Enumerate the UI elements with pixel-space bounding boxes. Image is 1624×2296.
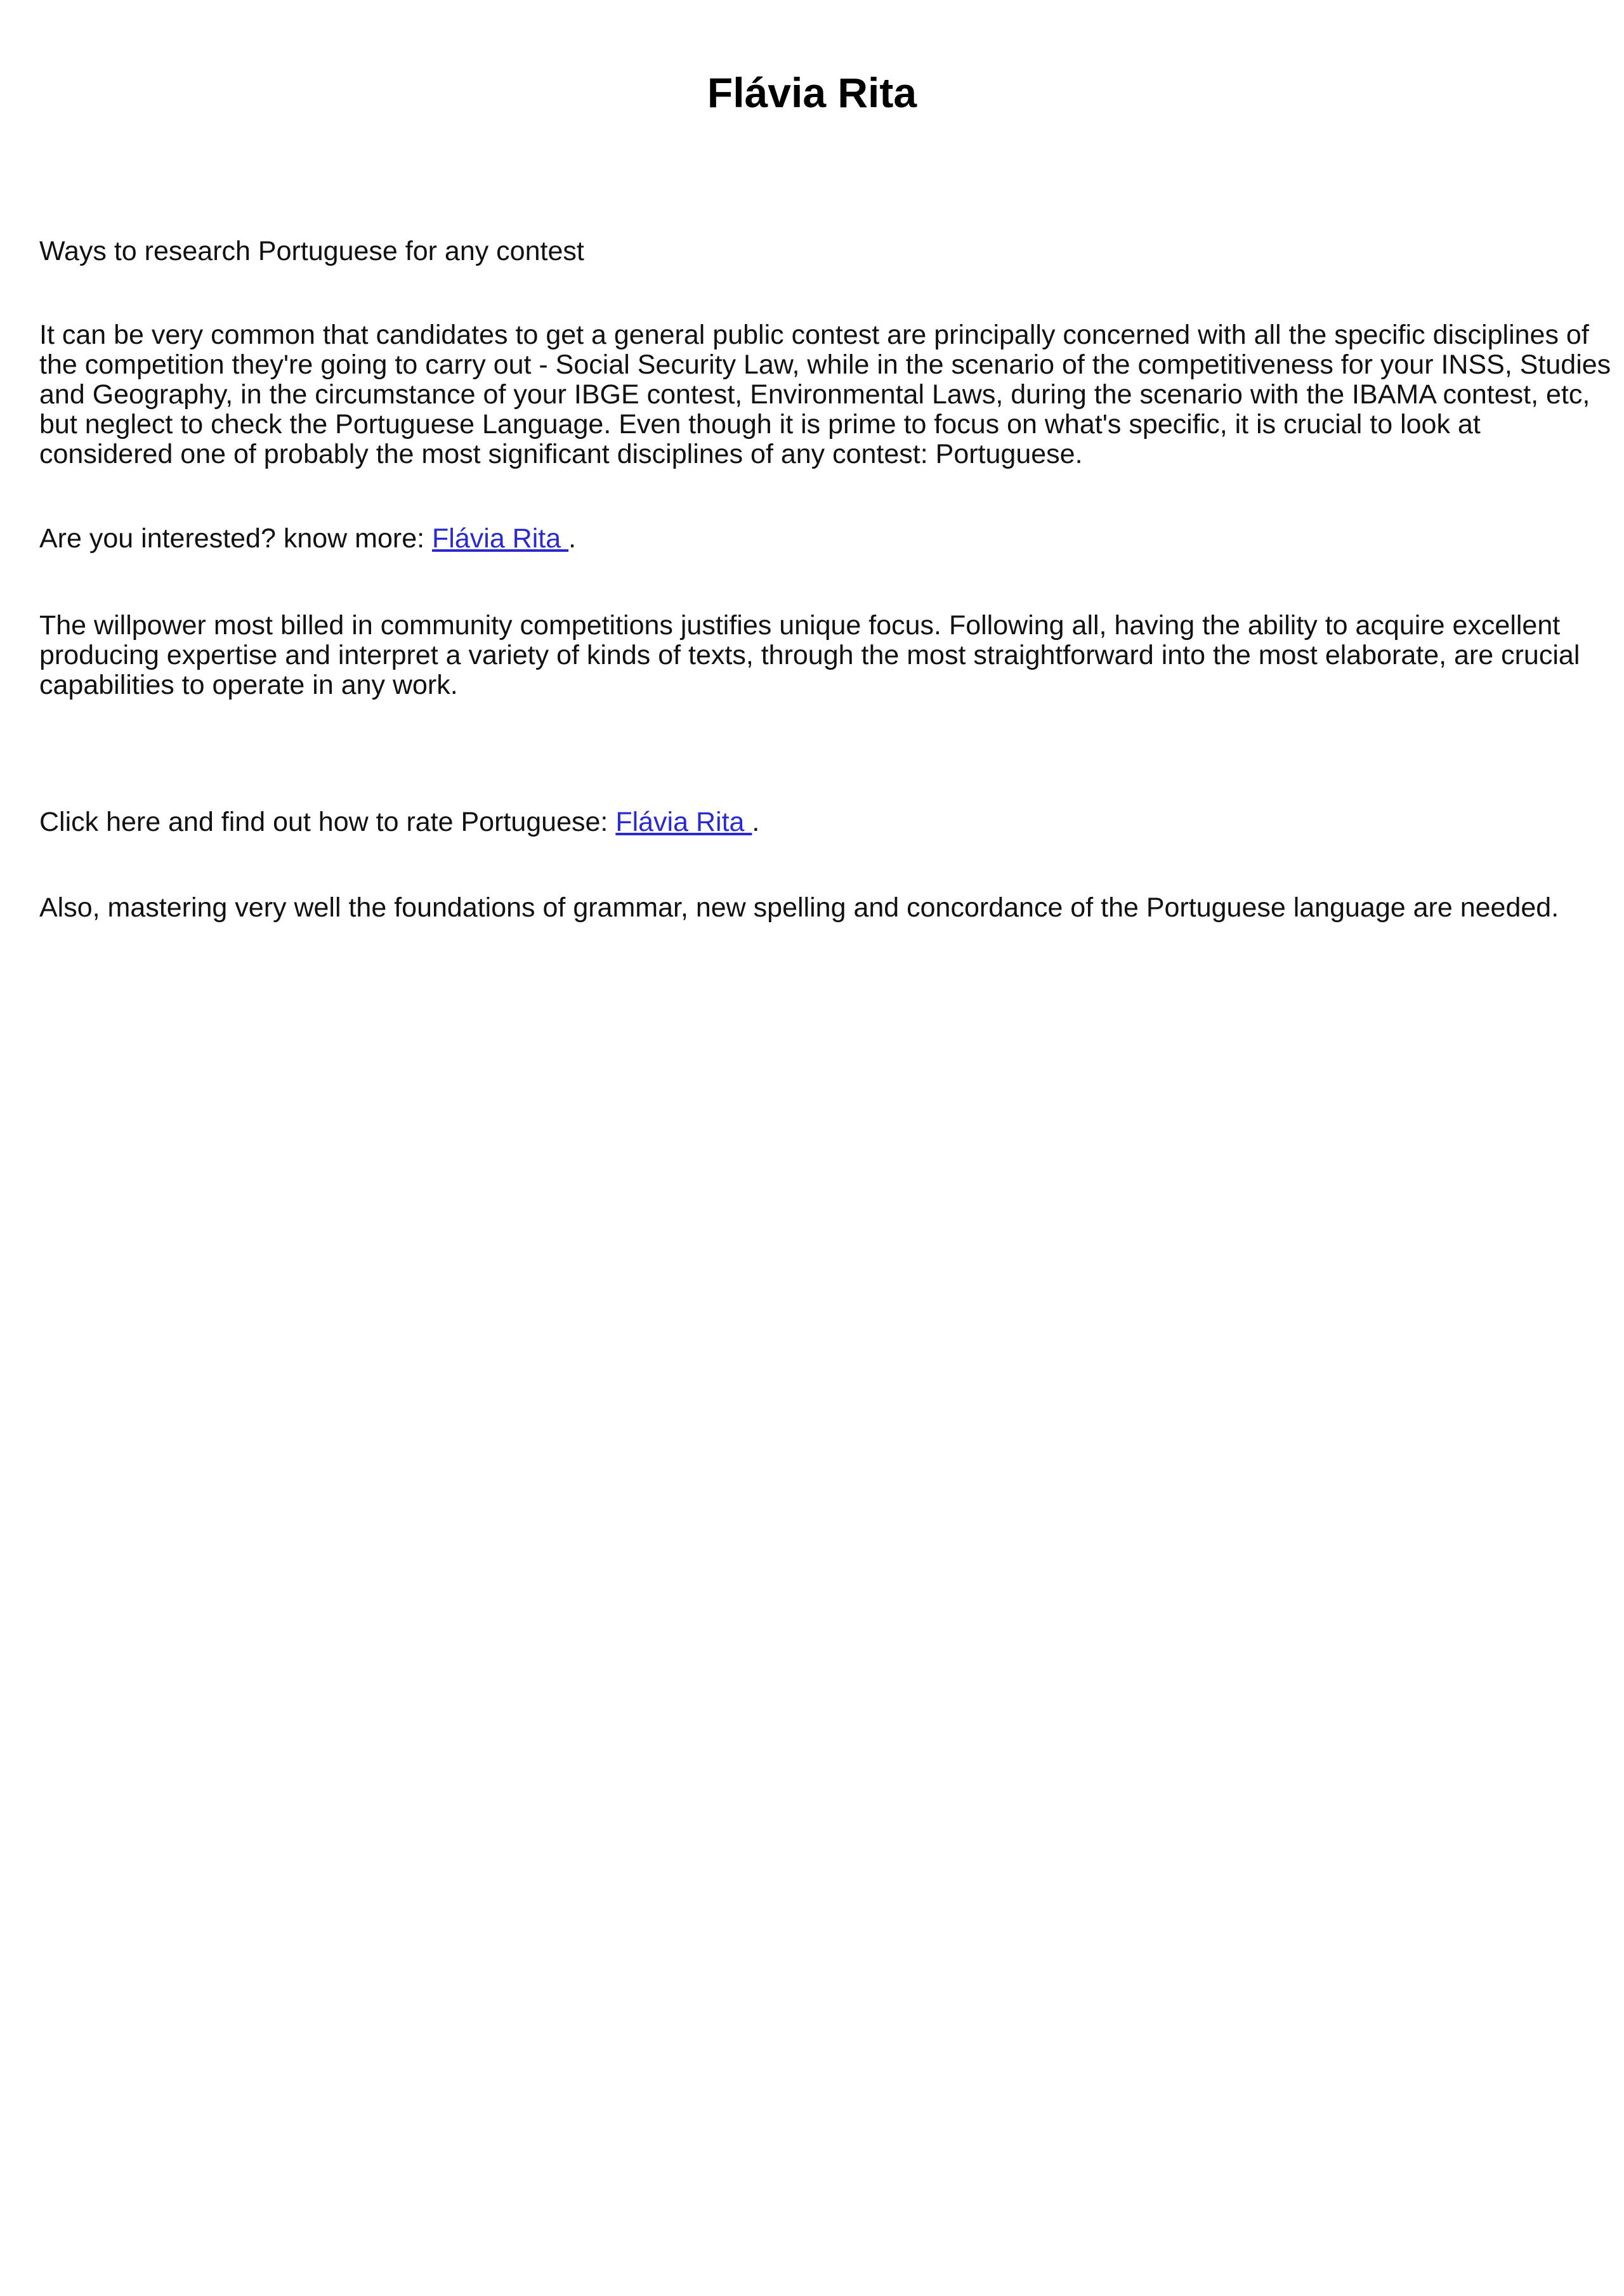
interest-line-prefix: Are you interested? know more:: [39, 523, 433, 554]
willpower-paragraph: The willpower most billed in community competitions justifies unique focus. Following all, having the ability to acquire excellent producing expertise and interpret a variety of kinds of texts, through the most straightforward into the most elaborate, are crucial capabilities to operate in any work.: [39, 610, 1580, 700]
interest-line: [39, 524, 1613, 554]
interest-line-suffix: .: [568, 523, 577, 554]
article-subtitle: Ways to research Portuguese for any contest: [39, 236, 584, 266]
flavia-rita-link-2[interactable]: Flávia Rita: [615, 807, 752, 837]
closing-paragraph: Also, mastering very well the foundations of grammar, new spelling and concordance of the Portuguese language are needed.: [39, 892, 1559, 923]
click-line-suffix: .: [752, 807, 760, 837]
click-line-prefix: Click here and find out how to rate Portuguese:: [39, 807, 616, 837]
click-line: [39, 807, 1613, 837]
page-title: Flávia Rita: [707, 69, 917, 116]
flavia-rita-link-1[interactable]: Flávia Rita: [432, 523, 569, 554]
intro-paragraph: It can be very common that candidates to get a general public contest are principally concerned with all the specific disciplines of the competition they're going to carry out - Social Security Law, while in the scenario of the competitiveness for your INSS, Studies and Geography, in the circumstance of your IBGE contest, Environmental Laws, during the scenario with the IBAMA contest, etc, but neglect to check the Portuguese Language. Even though it is prime to focus on what's specific, it is crucial to look at considered one of probably the most significant disciplines of any contest: Portuguese.: [39, 320, 1611, 469]
